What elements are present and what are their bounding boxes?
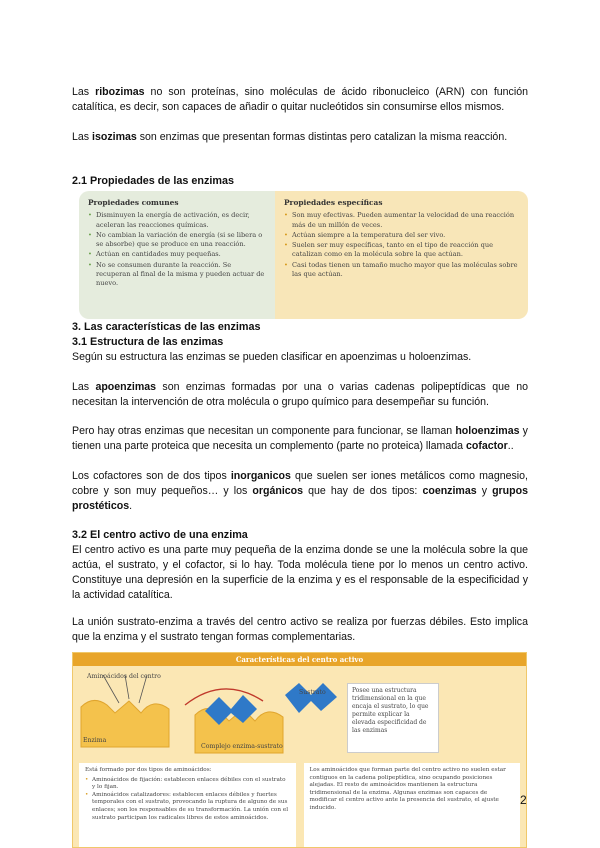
heading-2-1: 2.1 Propiedades de las enzimas — [72, 175, 235, 187]
text: son enzimas que presentan formas distintas pero catalizan la misma reacción. — [136, 131, 508, 143]
text: . — [129, 500, 133, 512]
paragraph-centro-activo: El centro activo es una parte muy pequeña de la enzima donde se une la molécula sobre la que actúa, el sustrato, y el cofactor, si lo hay. Toda molécula tiene por lo menos un centro activo. Constituye una depresión en la superficie de la enzima y es el responsable de la especificidad y la actividad catalítica. — [72, 544, 528, 601]
paragraph-union: La unión sustrato-enzima a través del centro activo se realiza por fuerzas débiles. Esto implica que la enzima y el sustrato tengan formas complementarias. — [72, 616, 528, 643]
text: que hay de dos tipos: — [303, 485, 423, 497]
list-item: • Actúan siempre a la temperatura del ser vivo. — [284, 231, 519, 240]
term-holoenzimas: holoenzimas — [455, 425, 520, 437]
term-apoenzimas: apoenzimas — [95, 381, 157, 393]
specific-properties-title: Propiedades específicas — [284, 198, 383, 207]
paragraph-isozimas — [72, 130, 528, 145]
specific-properties-list — [284, 211, 519, 279]
text: Las — [72, 86, 96, 98]
paragraph-clasificacion: Según su estructura las enzimas se pueden clasificar en apoenzimas u holoenzimas. — [72, 351, 472, 363]
paragraph-ribozimas — [72, 85, 528, 115]
common-properties — [79, 191, 275, 319]
term-organicos: orgánicos — [252, 485, 304, 497]
active-site-figure — [72, 652, 527, 848]
list-item: • Aminoácidos de fijación: establecen enlaces débiles con el sustrato y lo fijan. — [85, 777, 290, 792]
text: Las — [72, 131, 93, 143]
figure-bottom-intro: Está formado por dos tipos de aminoácidos: — [85, 767, 212, 773]
list-item: • No se consumen durante la reacción. Se recuperan al final de la misma y pueden actuar de nuevo. — [88, 261, 266, 289]
page-number: 2 — [520, 793, 527, 807]
term-inorganicos: inorganicos — [230, 470, 291, 482]
text: Pero hay otras enzimas que necesitan un componente para funcionar, se llaman — [72, 425, 456, 437]
term-ribozimas: ribozimas — [95, 86, 145, 98]
heading-3-1: 3.1 Estructura de las enzimas — [72, 336, 224, 348]
list-item: • Suelen ser muy específicas, tanto en el tipo de reacción que catalizan como en la molécula sobre la que actúan. — [284, 241, 519, 260]
text: Los cofactores son de dos tipos — [72, 470, 231, 482]
text: no son proteínas, sino moléculas de ácido ribonucleico (ARN) con función catalítica, es decir, son capaces de añadir o quitar nucleótidos sin consumirse ellos mismos. — [72, 86, 528, 113]
specific-properties — [275, 191, 528, 319]
text: Las — [72, 381, 96, 393]
list-item: • Son muy efectivas. Pueden aumentar la velocidad de una reacción más de un millón de veces. — [284, 211, 519, 230]
figure-note: Posee una estructura tridimensional en la que encaja el sustrato, lo que permite explicar la elevada especificidad de las enzimas — [347, 683, 439, 753]
properties-box — [79, 191, 528, 319]
text: son enzimas formadas por una o varias cadenas polipeptídicas que no necesitan la intervención de otra molécula o grupo químico para desempeñar su función. — [72, 381, 528, 408]
paragraph-cofactores — [72, 469, 528, 514]
heading-3-2: 3.2 El centro activo de una enzima — [72, 529, 248, 541]
label-complejo: Complejo enzima-sustrato — [201, 743, 283, 750]
common-properties-title: Propiedades comunes — [88, 198, 179, 207]
figure-bottom-right: Los aminoácidos que forman parte del centro activo no suelen estar contiguos en la cadena polipeptídica, sino ocupando posiciones alejadas. El resto de aminoácidos mantienen la estructura tridimensional de la enzima. Algunas enzimas son capaces de modificar el centro activo ante la presencia del sustrato, el ajuste inducido. — [304, 763, 521, 848]
list-item: • Disminuyen la energía de activación, es decir, aceleran las reacciones químicas. — [88, 211, 266, 230]
text: y tienen una parte proteica que necesita un complemento (parte no proteica) llamada — [72, 425, 528, 452]
term-grupos-prosteticos: grupos prostéticos — [72, 485, 528, 512]
label-enzima: Enzima — [83, 737, 107, 744]
term-isozimas: isozimas — [92, 131, 137, 143]
figure-bottom-left — [79, 763, 296, 848]
paragraph-holoenzimas — [72, 424, 528, 454]
list-item: • No cambian la variación de energía (si se libera o se absorbe) que se produce en una reacción. — [88, 231, 266, 250]
label-aminoacidos: Aminoácidos del centro — [87, 673, 161, 680]
list-item: • Aminoácidos catalizadores: establecen enlaces débiles y fuertes temporales con el sustrato, provocando la ruptura de alguno de sus enlaces; son los responsables de su transformación. La unión con el sustrato participan los radicales libres de estos aminoácidos. — [85, 792, 290, 822]
figure-bottom — [79, 763, 520, 848]
label-sustrato: Sustrato — [299, 689, 326, 696]
text: y — [476, 485, 493, 497]
heading-3: 3. Las características de las enzimas — [72, 321, 261, 333]
list-item: • Casi todas tienen un tamaño mucho mayor que las moléculas sobre las que actúan. — [284, 261, 519, 280]
common-properties-list — [88, 211, 266, 288]
figure-bottom-list — [85, 777, 290, 823]
text: que suelen ser iones metálicos como magnesio, cobre y son muy pequeños… y los — [72, 470, 528, 497]
substrate-shape — [285, 683, 337, 713]
term-coenzimas: coenzimas — [422, 485, 477, 497]
text: .. — [507, 440, 514, 452]
term-cofactor: cofactor — [465, 440, 508, 452]
paragraph-apoenzimas — [72, 380, 528, 410]
list-item: • Actúan en cantidades muy pequeñas. — [88, 250, 266, 259]
figure-title: Características del centro activo — [73, 653, 526, 666]
